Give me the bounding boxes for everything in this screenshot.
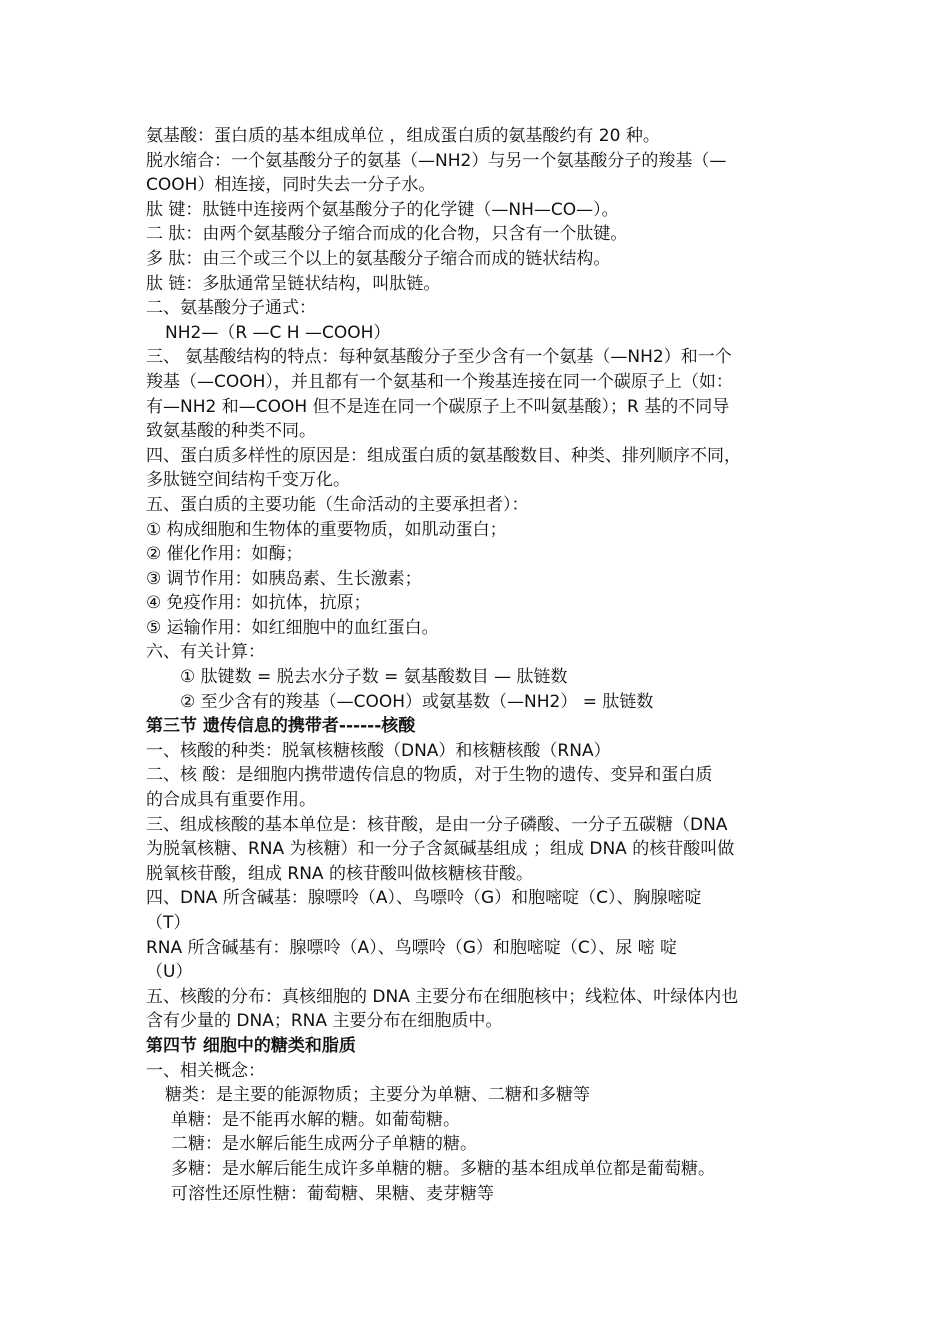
- text-line: ⑤ 运输作用：如红细胞中的血红蛋白。: [146, 617, 439, 638]
- text-line: 肽 键：肽链中连接两个氨基酸分子的化学键（—NH—CO—）。: [146, 199, 619, 220]
- text-line: 五、蛋白质的主要功能（生命活动的主要承担者）：: [146, 494, 529, 515]
- text-line: 三、 氨基酸结构的特点：每种氨基酸分子至少含有一个氨基（—NH2）和一个: [146, 347, 732, 368]
- text-line: 五、核酸的分布：真核细胞的 DNA 主要分布在细胞核中；线粒体、叶绿体内也: [146, 986, 739, 1007]
- section-heading: 第三节 遗传信息的携带者------核酸: [146, 716, 416, 737]
- text-line: 为脱氧核糖、RNA 为核糖）和一分子含氮碱基组成 ；组成 DNA 的核苷酸叫做: [146, 839, 735, 860]
- text-line: ② 至少含有的羧基（—COOH）或氨基数（—NH2） = 肽链数: [180, 691, 654, 712]
- text-line: 糖类：是主要的能源物质；主要分为单糖、二糖和多糖等: [165, 1085, 590, 1106]
- text-line: 脱氧核苷酸，组成 RNA 的核苷酸叫做核糖核苷酸。: [146, 863, 533, 884]
- text-line: 二、氨基酸分子通式：: [146, 298, 316, 319]
- text-line: 可溶性还原性糖：葡萄糖、果糖、麦芽糖等: [171, 1183, 494, 1204]
- text-line: 一、相关概念：: [146, 1060, 265, 1081]
- text-line: 肽 链：多肽通常呈链状结构，叫肽链。: [146, 273, 441, 294]
- section-heading: 第四节 细胞中的糖类和脂质: [146, 1035, 356, 1056]
- text-line: （U）: [146, 962, 193, 983]
- text-line: 多糖：是水解后能生成许多单糖的糖。多糖的基本组成单位都是葡萄糖。: [171, 1158, 715, 1179]
- text-line: 二、核 酸：是细胞内携带遗传信息的物质，对于生物的遗传、变异和蛋白质: [146, 765, 713, 786]
- text-line: ③ 调节作用：如胰岛素、生长激素；: [146, 568, 422, 589]
- text-line: ② 催化作用：如酶；: [146, 544, 303, 565]
- text-line: 的合成具有重要作用。: [146, 790, 316, 811]
- text-line: RNA 所含碱基有：腺嘌呤（A）、鸟嘌呤（G）和胞嘧啶（C）、尿 嘧 啶: [146, 937, 678, 958]
- text-line: 含有少量的 DNA；RNA 主要分布在细胞质中。: [146, 1011, 503, 1032]
- text-line: 多肽链空间结构千变万化。: [146, 470, 350, 491]
- text-line: 四、蛋白质多样性的原因是：组成蛋白质的氨基酸数目、种类、排列顺序不同，: [146, 445, 741, 466]
- text-line: 脱水缩合：一个氨基酸分子的氨基（—NH2）与另一个氨基酸分子的羧基（—: [146, 150, 727, 171]
- text-line: 多 肽：由三个或三个以上的氨基酸分子缩合而成的链状结构。: [146, 248, 611, 269]
- text-line: 四、DNA 所含碱基：腺嘌呤（A）、鸟嘌呤（G）和胞嘧啶（C）、胸腺嘧啶: [146, 888, 702, 909]
- text-line: ④ 免疫作用：如抗体，抗原；: [146, 593, 371, 614]
- text-line: 二糖：是水解后能生成两分子单糖的糖。: [171, 1134, 477, 1155]
- text-line: 氨基酸：蛋白质的基本组成单位 ，组成蛋白质的氨基酸约有 20 种。: [146, 126, 660, 146]
- text-line: ① 构成细胞和生物体的重要物质，如肌动蛋白；: [146, 519, 507, 540]
- document-body: [146, 124, 814, 1206]
- text-line: 一、核酸的种类：脱氧核糖核酸（DNA）和核糖核酸（RNA）: [146, 740, 611, 761]
- text-line: 致氨基酸的种类不同。: [146, 421, 316, 442]
- text-line: （T）: [146, 913, 191, 933]
- text-line: NH2—（R —C H —COOH）: [165, 322, 391, 343]
- text-line: COOH）相连接，同时失去一分子水。: [146, 175, 436, 196]
- text-line: 二 肽：由两个氨基酸分子缩合而成的化合物，只含有一个肽键。: [146, 224, 628, 245]
- text-line: ① 肽键数 = 脱去水分子数 = 氨基酸数目 — 肽链数: [180, 667, 568, 688]
- text-line: 单糖：是不能再水解的糖。如葡萄糖。: [171, 1109, 460, 1130]
- text-line: 有—NH2 和—COOH 但不是连在同一个碳原子上不叫氨基酸）；R 基的不同导: [146, 396, 730, 417]
- text-line: 羧基（—COOH），并且都有一个氨基和一个羧基连接在同一个碳原子上（如：: [146, 371, 733, 392]
- text-line: 三、组成核酸的基本单位是：核苷酸，是由一分子磷酸、一分子五碳糖（DNA: [146, 814, 728, 835]
- text-line: 六、有关计算：: [146, 642, 265, 663]
